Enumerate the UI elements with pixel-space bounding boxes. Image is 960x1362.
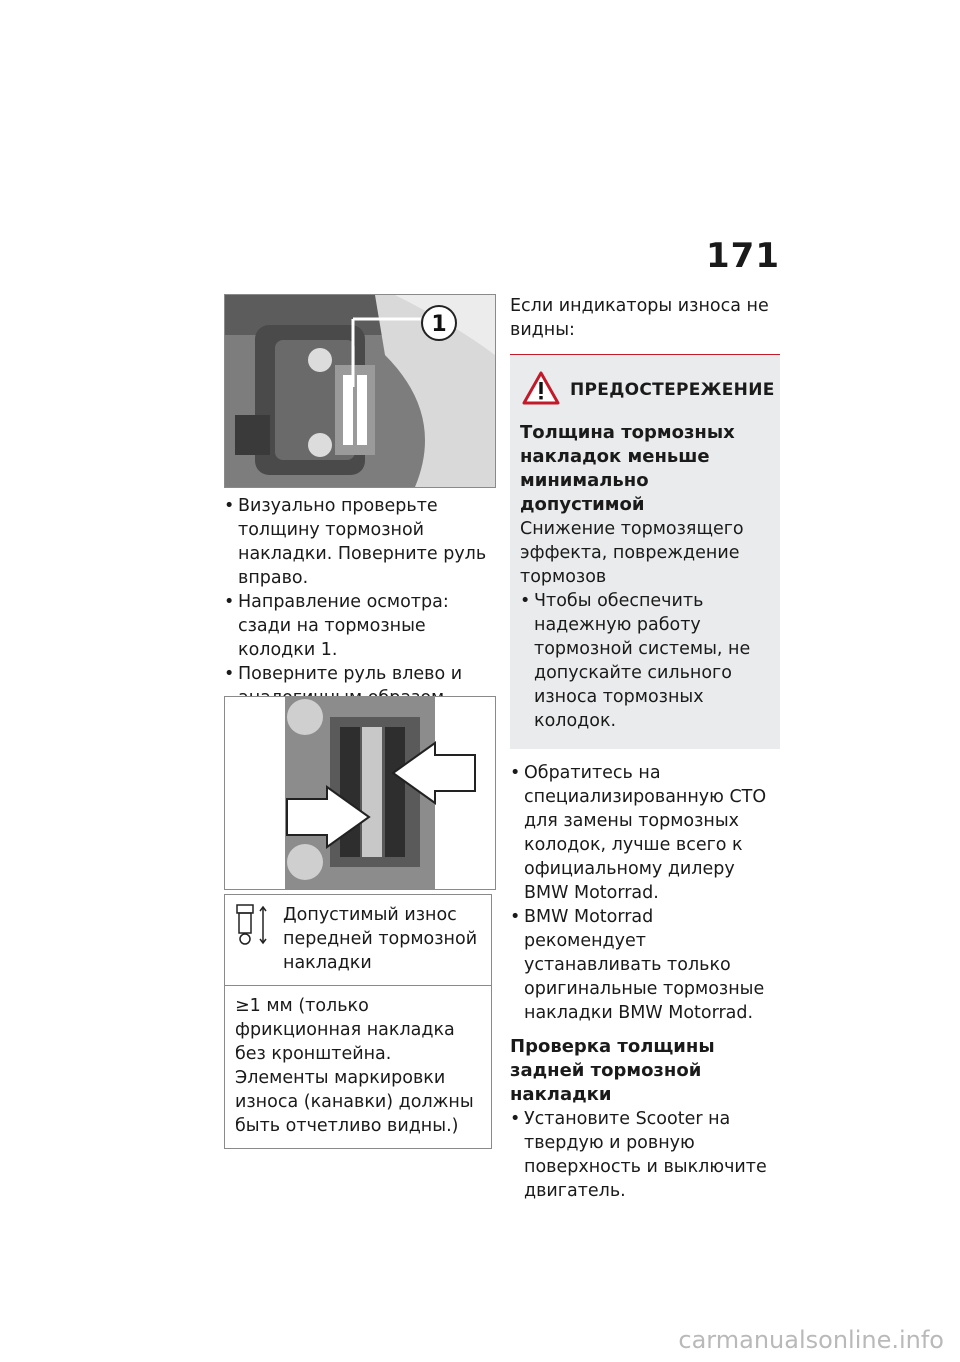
list-item: • Поверните руль влево и	[224, 662, 494, 782]
list-item: • Направление осмотра: сзади на тормозные колодки 1.	[224, 590, 494, 662]
warning-text: Снижение тормозящего эффекта, повреждение тормозов	[520, 519, 744, 587]
page-number: 171	[706, 236, 780, 276]
warning-title: ПРЕДОСТЕРЕЖЕНИЕ	[570, 380, 775, 400]
right-bullet-list	[510, 761, 780, 1025]
list-item: • Визуально проверьте толщину тормозной накладки. Поверните руль вправо.	[224, 494, 494, 590]
brake-pad-wear-icon	[235, 903, 275, 975]
section-heading: Проверка толщины задней тормозной накладки	[510, 1036, 715, 1105]
warning-triangle-icon	[522, 371, 560, 409]
brake-pad-photo-arrows	[224, 696, 496, 890]
intro-text: Если индикаторы износа не видны:	[510, 296, 769, 340]
list-item: • BMW Motorrad рекомендует устанавливать только оригинальные тормозные накладки BMW Motorrad.	[510, 905, 780, 1025]
figure-callout-1: 1	[431, 312, 447, 337]
warning-subtitle: Толщина тормозных накладок меньше минимально допустимой	[520, 422, 735, 515]
section-bullet-list	[510, 1107, 780, 1203]
wear-limit-spec-box	[224, 894, 492, 1149]
warning-box	[510, 354, 780, 749]
warning-bullets	[520, 589, 770, 733]
spec-value: ≥1 мм (только фрикционная накладка без кронштейна. Элементы маркировки износа (канавки) должны быть отчетливо видны.)	[235, 996, 474, 1136]
spec-title: Допустимый износ передней тормозной накладки	[283, 905, 478, 973]
watermark: carmanualsonline.info	[678, 1326, 944, 1354]
list-item: • Установите Scooter на твердую и ровную поверхность и выключите двигатель.	[510, 1107, 780, 1203]
brake-caliper-photo-front	[224, 294, 496, 488]
list-item: • Обратитесь на специализированную СТО для замены тормозных колодок, лучше всего к официальному дилеру BMW Motorrad.	[510, 761, 780, 905]
list-item: • Чтобы обеспечить надежную работу тормозной системы, не допускайте сильного износа тормозных колодок.	[520, 589, 770, 733]
right-column	[510, 294, 780, 1203]
spec-header	[225, 895, 491, 986]
